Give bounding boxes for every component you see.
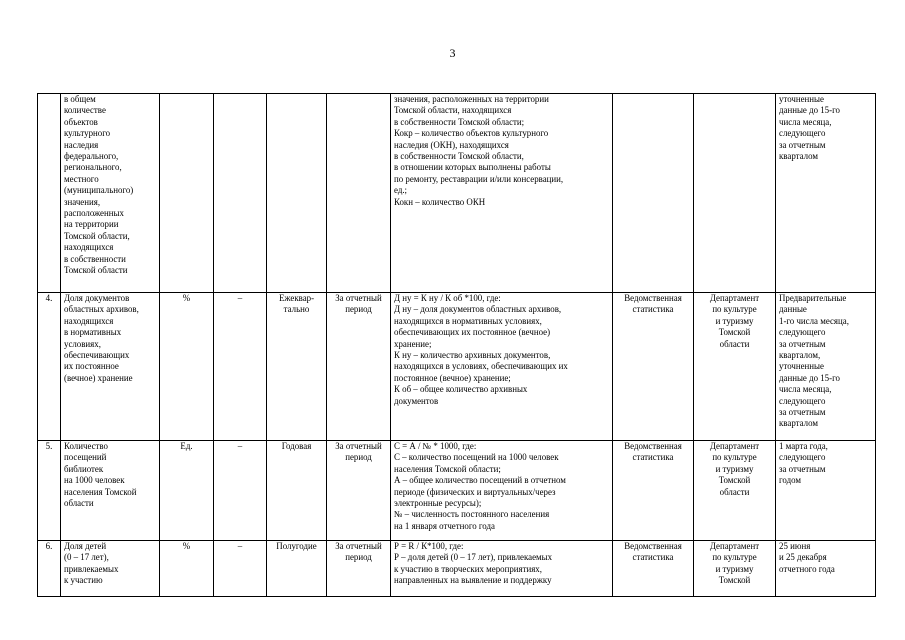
- row-number-cell: 5.: [38, 441, 61, 541]
- dash-cell: –: [214, 441, 267, 541]
- responsible-cell: Департамент по культуре и туризму Томской: [694, 541, 776, 597]
- row-number-cell: 6.: [38, 541, 61, 597]
- dash-cell: [214, 94, 267, 293]
- method-cell: Д ну = К ну / К об *100, где: Д ну – доля документов областных архивов, находящихся в нормативных условиях, обеспечивающих их постоянное (вечное) хранение; К ну – количество архивных документов, находящихся в условиях, обеспечивающих их постоянное (вечное) хранение; К об – общее количество архивных документов: [391, 293, 613, 441]
- indicator-name-cell: Количество посещений библиотек на 1000 человек населения Томской области: [61, 441, 160, 541]
- frequency-cell: [267, 94, 327, 293]
- method-cell: С = А / № * 1000, где: С – количество посещений на 1000 человек населения Томской области; А – общее количество посещений в отчетном периоде (физических и виртуальных/через электронные ресурсы); № – численность постоянного населения на 1 января отчетного года: [391, 441, 613, 541]
- unit-cell: %: [160, 293, 214, 441]
- indicators-table: [37, 93, 876, 597]
- indicator-name-cell: Доля детей (0 – 17 лет), привлекаемых к участию: [61, 541, 160, 597]
- method-cell: значения, расположенных на территории Томской области, находящихся в собственности Томской области; Кокр – количество объектов культурного наследия (ОКН), находящихся в собственности Томской области, в отношении которых выполнены работы по ремонту, реставрации и/или консервации, ед.; Кокн – количество ОКН: [391, 94, 613, 293]
- source-cell: Ведомственная статистика: [613, 293, 694, 441]
- source-cell: Ведомственная статистика: [613, 541, 694, 597]
- page-number: 3: [449, 46, 456, 60]
- frequency-cell: Годовая: [267, 441, 327, 541]
- deadline-cell: уточненные данные до 15-го числа месяца, следующего за отчетным кварталом: [776, 94, 876, 293]
- deadline-cell: 25 июня и 25 декабря отчетного года: [776, 541, 876, 597]
- responsible-cell: [694, 94, 776, 293]
- unit-cell: %: [160, 541, 214, 597]
- unit-cell: Ед.: [160, 441, 214, 541]
- table-row: [38, 293, 876, 441]
- period-cell: [327, 94, 391, 293]
- table-row: [38, 441, 876, 541]
- period-cell: За отчетный период: [327, 293, 391, 441]
- period-cell: За отчетный период: [327, 441, 391, 541]
- indicator-name-cell: Доля документов областных архивов, находящихся в нормативных условиях, обеспечивающих их постоянное (вечное) хранение: [61, 293, 160, 441]
- unit-cell: [160, 94, 214, 293]
- period-cell: За отчетный период: [327, 541, 391, 597]
- dash-cell: –: [214, 541, 267, 597]
- indicator-name-cell: в общем количестве объектов культурного наследия федерального, регионального, местного (муниципального) значения, расположенных на территории Томской области, находящихся в собственности Томской области: [61, 94, 160, 293]
- source-cell: [613, 94, 694, 293]
- deadline-cell: Предварительные данные 1-го числа месяца, следующего за отчетным кварталом, уточненные данные до 15-го числа месяца, следующего за отчетным кварталом: [776, 293, 876, 441]
- row-number-cell: [38, 94, 61, 293]
- deadline-cell: 1 марта года, следующего за отчетным годом: [776, 441, 876, 541]
- method-cell: Р = R / К*100, где: Р – доля детей (0 – 17 лет), привлекаемых к участию в творческих мероприятиях, направленных на выявление и поддержку: [391, 541, 613, 597]
- row-number-cell: 4.: [38, 293, 61, 441]
- responsible-cell: Департамент по культуре и туризму Томской области: [694, 293, 776, 441]
- table-row: [38, 94, 876, 293]
- responsible-cell: Департамент по культуре и туризму Томской области: [694, 441, 776, 541]
- frequency-cell: Ежеквар- тально: [267, 293, 327, 441]
- source-cell: Ведомственная статистика: [613, 441, 694, 541]
- table-row: [38, 541, 876, 597]
- frequency-cell: Полугодие: [267, 541, 327, 597]
- dash-cell: –: [214, 293, 267, 441]
